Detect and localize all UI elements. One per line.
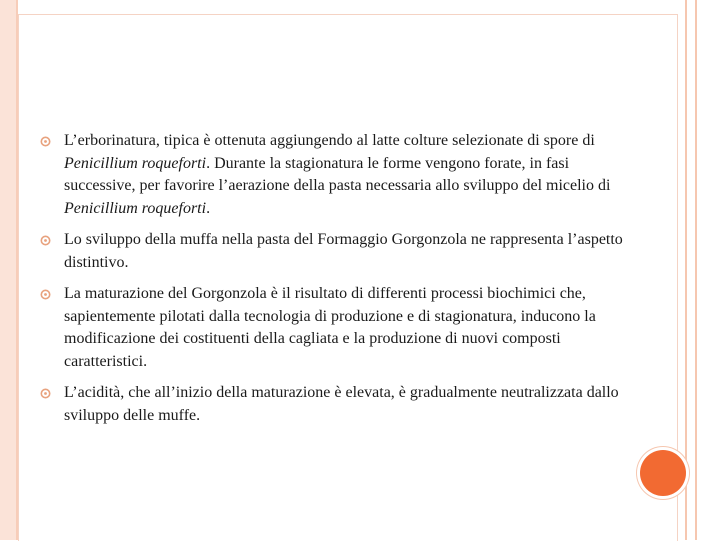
bullet-item	[36, 283, 636, 373]
text-segment: . Durante la stagionatura le forme vengono forate, in fasi successive, per favorire l’aerazione della pasta necessaria allo sviluppo del micelio di	[64, 154, 611, 194]
bullet-text	[64, 132, 610, 217]
right-rule-outer	[685, 0, 687, 540]
left-frame-band	[0, 0, 18, 540]
text-segment: La maturazione del Gorgonzola è il risultato di differenti processi biochimici che, sapientemente pilotati dalla tecnologia di produzione e di stagionatura, inducono la modificazione dei costituenti della cagliata e la produzione di nuovi composti caratteristici.	[64, 285, 596, 370]
italic-species-name: Penicillium roqueforti	[64, 154, 207, 172]
text-segment: L’acidità, che all’inizio della maturazione è elevata, è gradualmente neutralizzata dallo sviluppo delle muffe.	[64, 384, 619, 424]
bullet-text	[64, 285, 596, 370]
decorative-orange-circle	[640, 450, 686, 496]
bullet-list	[36, 130, 636, 436]
text-segment: Lo sviluppo della muffa nella pasta del Formaggio Gorgonzola ne rappresenta l’aspetto distintivo.	[64, 231, 623, 271]
italic-species-name: Penicillium roqueforti	[64, 199, 207, 217]
text-segment: .	[206, 199, 211, 217]
bullet-item	[36, 382, 636, 427]
bullet-ring-icon	[40, 388, 51, 399]
text-segment: L’erborinatura, tipica è ottenuta aggiungendo al latte colture selezionate di spore di	[64, 132, 595, 149]
right-rule-inner	[695, 0, 697, 540]
bullet-ring-icon	[40, 235, 51, 246]
bullet-item	[36, 229, 636, 274]
bullet-ring-icon	[40, 289, 51, 300]
bullet-ring-icon	[40, 136, 51, 147]
bullet-text	[64, 231, 623, 271]
bullet-item	[36, 130, 636, 220]
bullet-text	[64, 384, 619, 424]
